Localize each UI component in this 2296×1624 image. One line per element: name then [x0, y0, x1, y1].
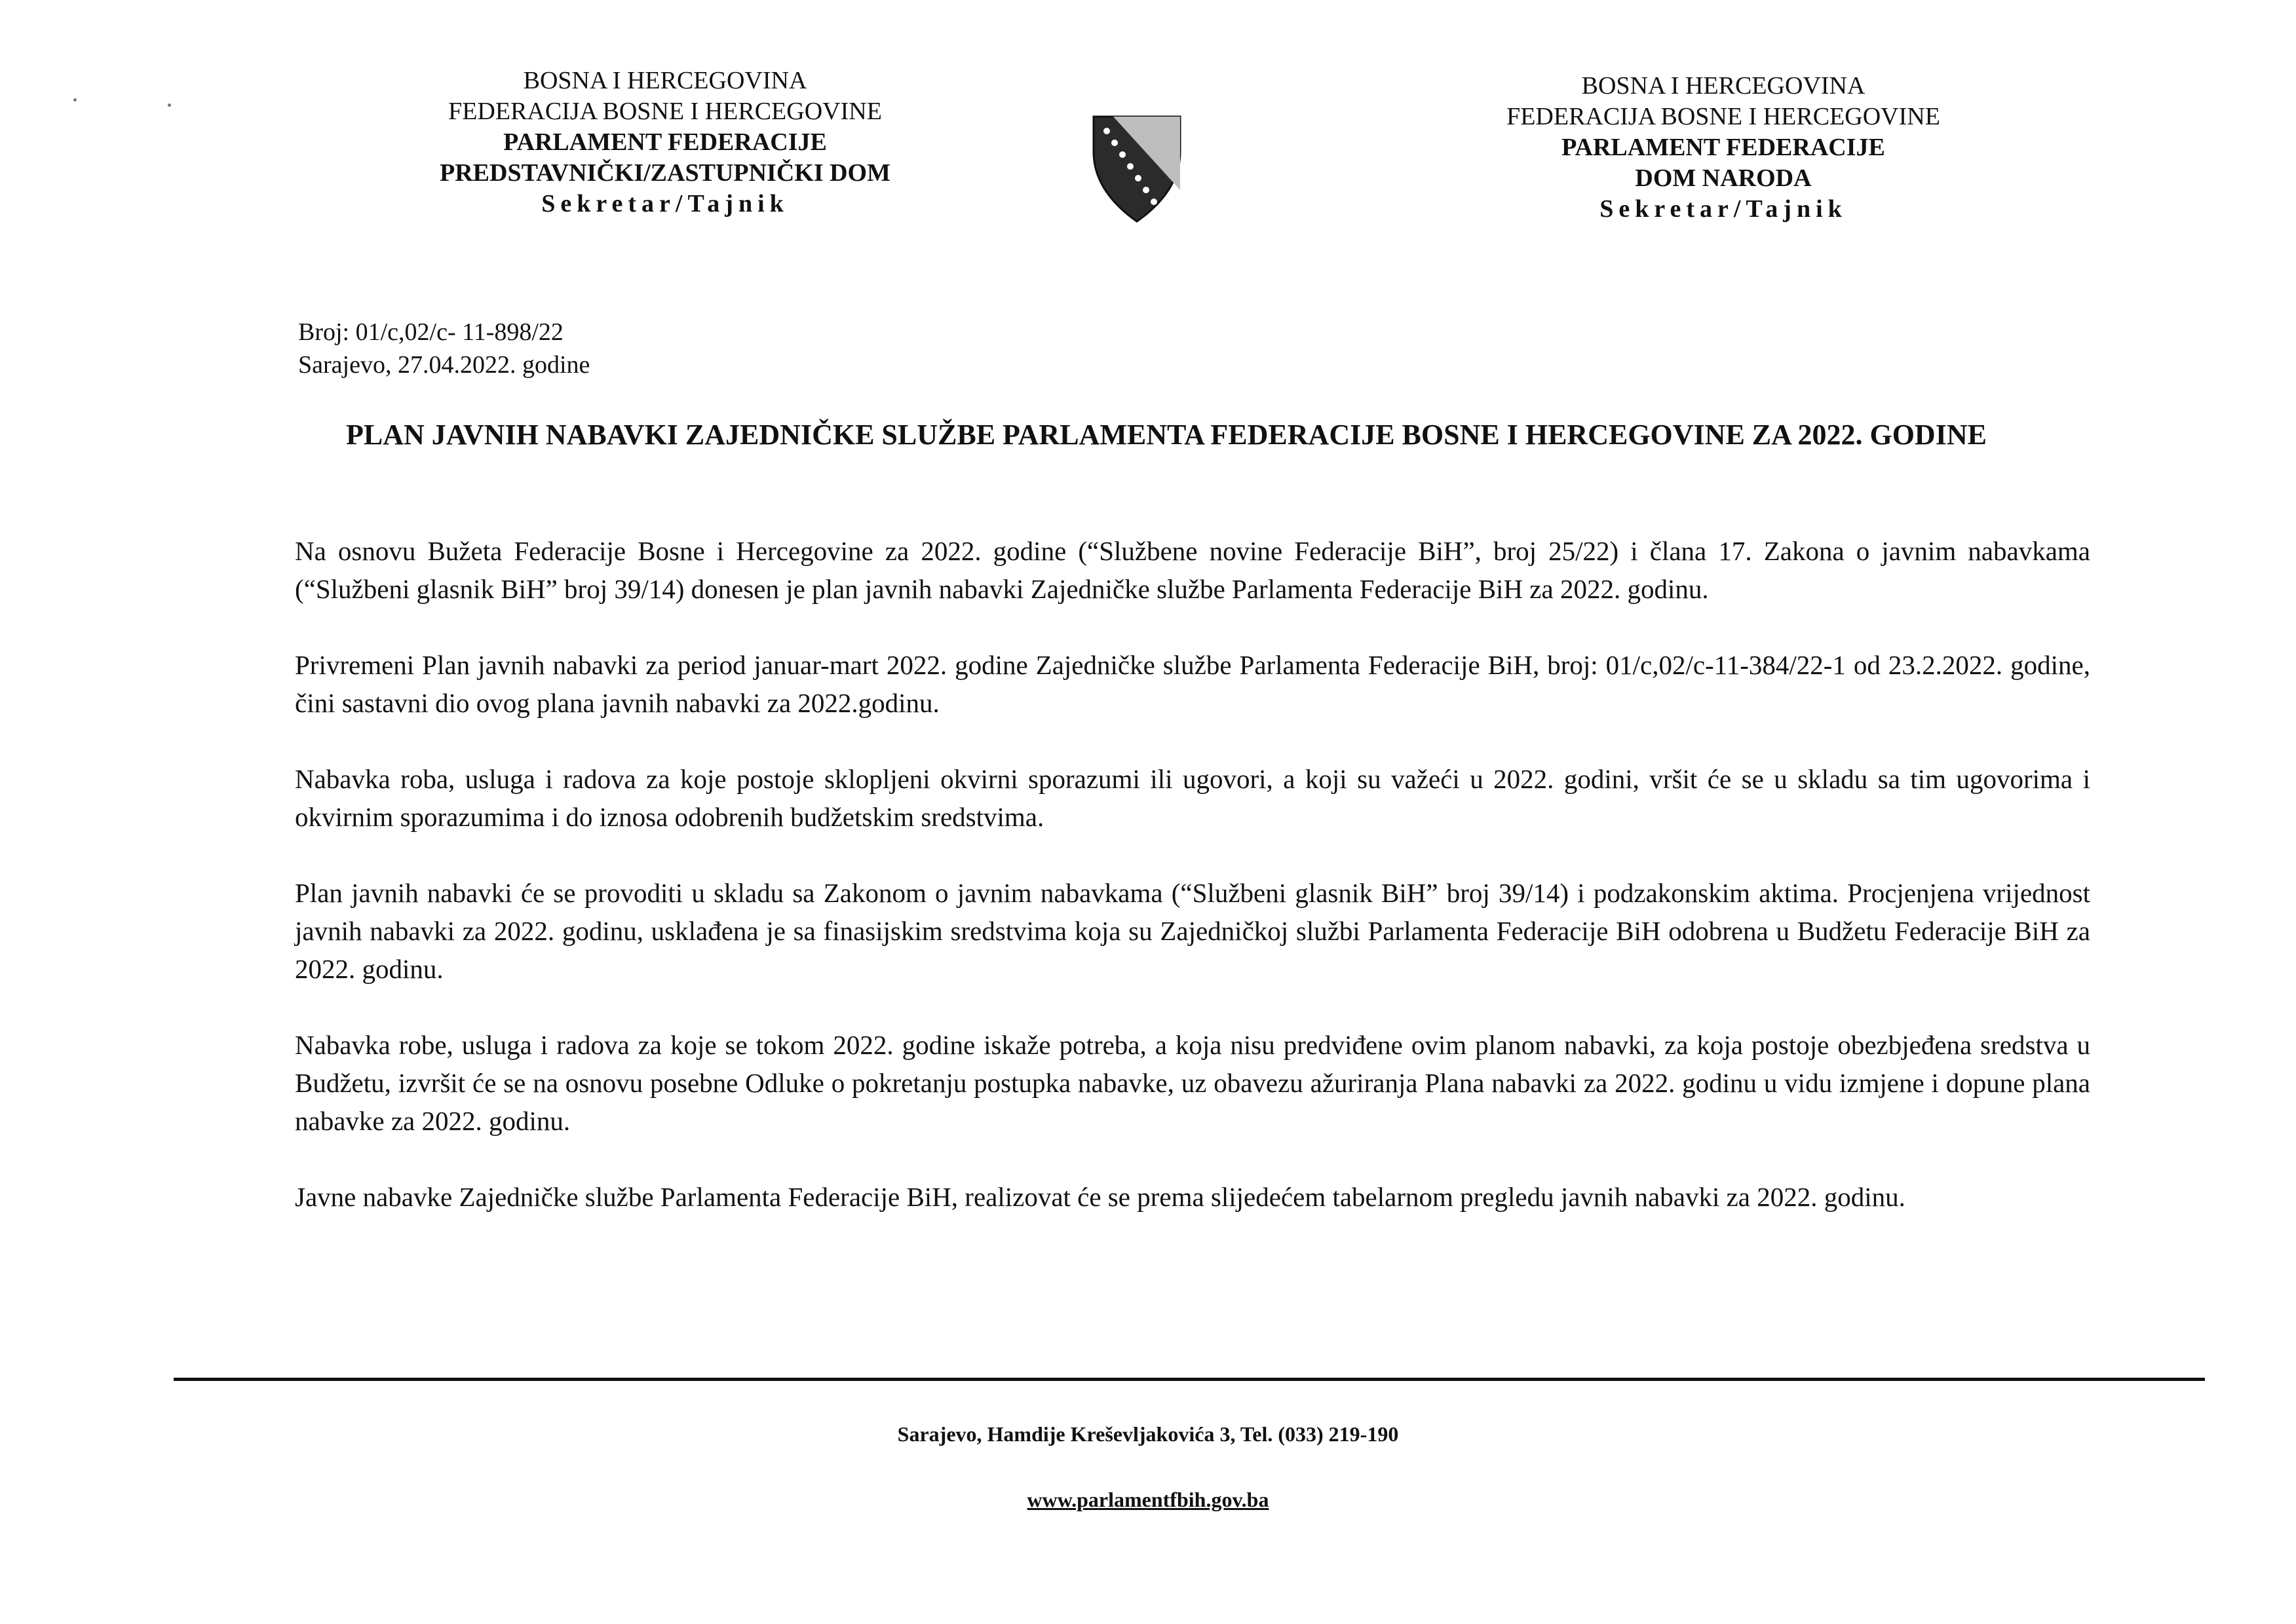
header-left-secretary: Sekretar/Tajnik	[541, 190, 789, 217]
header-right-parliament: PARLAMENT FEDERACIJE	[1561, 134, 1885, 161]
coat-of-arms-icon	[1091, 113, 1183, 224]
body-paragraph: Privremeni Plan javnih nabavki za period januar-mart 2022. godine Zajedničke službe Parlamenta Federacije BiH, broj: 01/c,02/c-11-384/22-1 od 23.2.2022. godine, čini sastavni dio ovog plana javnih nabavki za 2022.godinu.	[295, 650, 2090, 718]
footer-address: Sarajevo, Hamdije Kreševljakovića 3, Tel. (033) 219-190	[897, 1422, 1399, 1446]
header-right	[1396, 71, 2051, 225]
header-right-house: DOM NARODA	[1635, 164, 1812, 192]
body-paragraph: Javne nabavke Zajedničke službe Parlamenta Federacije BiH, realizovat će se prema slijedećem tabelarnom pregledu javnih nabavki za 2022. godinu.	[295, 1182, 1905, 1212]
header-right-federation: FEDERACIJA BOSNE I HERCEGOVINE	[1506, 103, 1940, 130]
body-paragraph: Nabavka roba, usluga i radova za koje postoje sklopljeni okvirni sporazumi ili ugovori, a koji su važeći u 2022. godini, vršit će se u skladu sa tim ugovorima i okvirnim sporazumima i do iznosa odobrenih budžetskim sredstvima.	[295, 764, 2090, 832]
document-body	[295, 532, 2090, 1254]
scan-speck	[73, 98, 77, 102]
document-reference	[298, 316, 590, 381]
header-left-house: PREDSTAVNIČKI/ZASTUPNIČKI DOM	[440, 159, 890, 187]
header-right-country: BOSNA I HERCEGOVINA	[1581, 72, 1866, 100]
scan-speck	[168, 104, 171, 107]
document-title: PLAN JAVNIH NABAVKI ZAJEDNIČKE SLUŽBE PARLAMENTA FEDERACIJE BOSNE I HERCEGOVINE ZA 2022. GODINE	[346, 419, 1987, 451]
website-link[interactable]: www.parlamentfbih.gov.ba	[1027, 1488, 1269, 1511]
header-left-parliament: PARLAMENT FEDERACIJE	[503, 128, 827, 156]
header-left-federation: FEDERACIJA BOSNE I HERCEGOVINE	[448, 98, 882, 125]
body-paragraph: Na osnovu Bužeta Federacije Bosne i Hercegovine za 2022. godine (“Službene novine Federacije BiH”, broj 25/22) i člana 17. Zakona o javnim nabavkama (“Službeni glasnik BiH” broj 39/14) donesen je plan javnih nabavki Zajedničke službe Parlamenta Federacije BiH za 2022. godinu.	[295, 536, 2090, 604]
footer-divider	[174, 1378, 2205, 1381]
header-left	[354, 66, 976, 219]
header-left-country: BOSNA I HERCEGOVINA	[523, 67, 807, 94]
reference-number: Broj: 01/c,02/c- 11-898/22	[298, 318, 564, 346]
reference-place-date: Sarajevo, 27.04.2022. godine	[298, 351, 590, 379]
body-paragraph: Plan javnih nabavki će se provoditi u skladu sa Zakonom o javnim nabavkama (“Službeni glasnik BiH” broj 39/14) i podzakonskim aktima. Procjenjena vrijednost javnih nabavki za 2022. godinu, usklađena je sa finasijskim sredstvima koja su Zajedničkoj službi Parlamenta Federacije BiH odobrena u Budžetu Federacije BiH za 2022. godinu.	[295, 878, 2090, 984]
footer-website	[0, 1486, 2296, 1513]
body-paragraph: Nabavka robe, usluga i radova za koje se tokom 2022. godine iskaže potreba, a koja nisu predviđene ovim planom nabavki, za koja postoje obezbjeđena sredstva u Budžetu, izvršit će se na osnovu posebne Odluke o pokretanju postupka nabavke, uz obavezu ažuriranja Plana nabavki za 2022. godinu u vidu izmjene i dopune plana nabavke za 2022. godinu.	[295, 1030, 2090, 1136]
header-right-secretary: Sekretar/Tajnik	[1599, 195, 1847, 223]
